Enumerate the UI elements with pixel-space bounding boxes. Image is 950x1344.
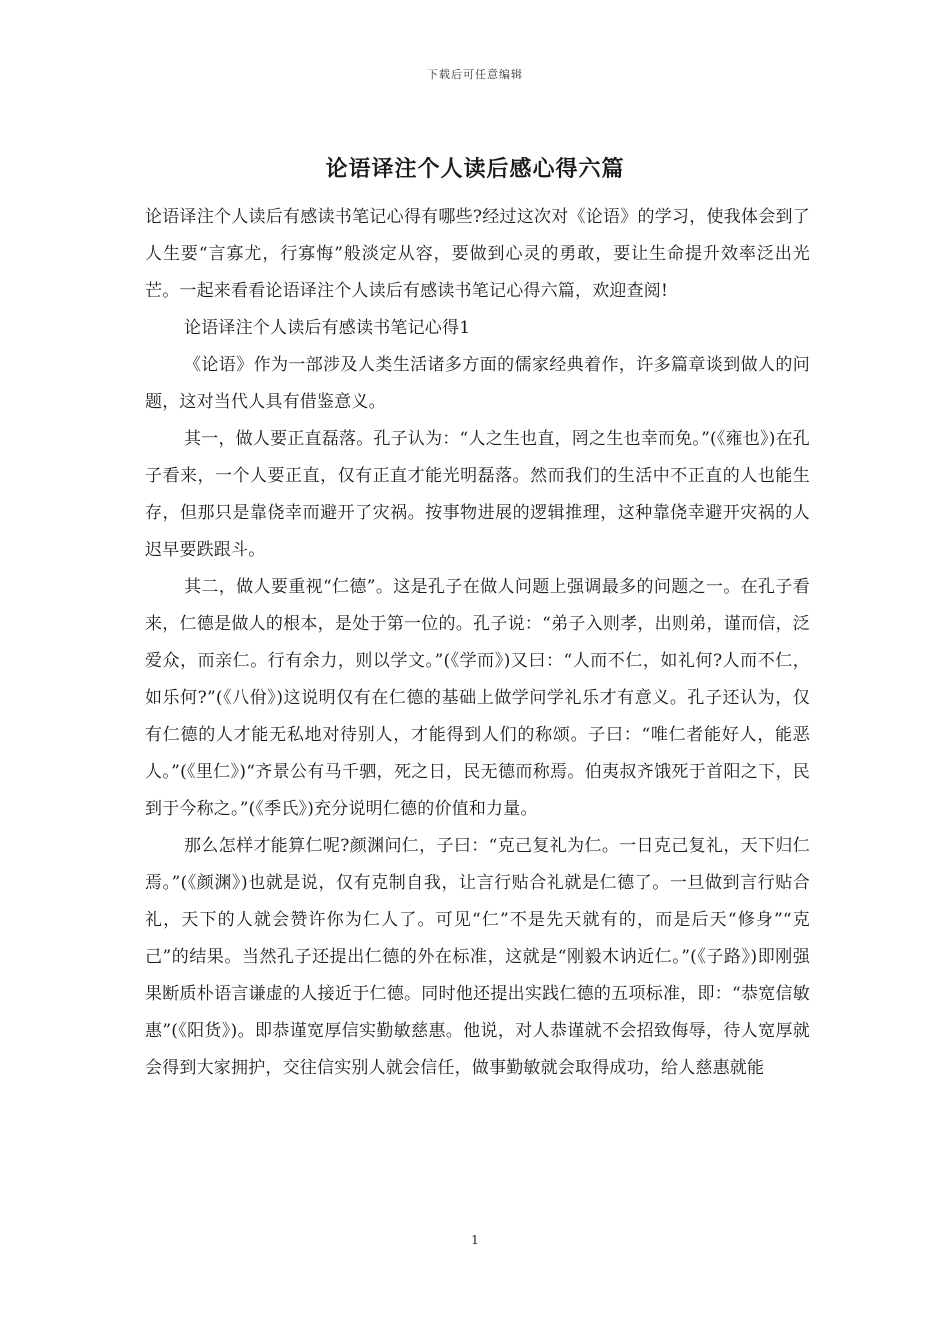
body-paragraph: 《论语》作为一部涉及人类生活诸多方面的儒家经典着作，许多篇章谈到做人的问题，这对当代人具有借鉴意义。 xyxy=(145,355,810,412)
document-title: 论语译注个人读后感心得六篇 xyxy=(325,156,625,182)
page-header-note: 下载后可任意编辑 xyxy=(427,68,523,81)
body-paragraph: 那么怎样才能算仁呢?颜渊问仁，子曰：“克己复礼为仁。一日克己复礼，天下归仁焉。”(《颜渊》)也就是说，仅有克制自我，让言行贴合礼就是仁德了。一旦做到言行贴合礼，天下的人就会赞许你为仁人了。可见“仁”不是先天就有的，而是后天“修身”“克己”的结果。当然孔子还提出仁德的外在标准，这就是“刚毅木讷近仁。”(《子路》)即刚强果断质朴语言谦虚的人接近于仁德。同时他还提出实践仁德的五项标准，即：“恭宽信敏惠”(《阳货》)。即恭谨宽厚信实勤敏慈惠。他说，对人恭谨就不会招致侮辱，待人宽厚就会得到大家拥护，交往信实别人就会信任，做事勤敏就会取得成功，给人慈惠就能 xyxy=(145,836,810,1078)
body-paragraph: 其二，做人要重视“仁德”。这是孔子在做人问题上强调最多的问题之一。在孔子看来，仁德是做人的根本，是处于第一位的。孔子说：“弟子入则孝，出则弟，谨而信，泛爱众，而亲仁。行有余力，则以学文。”(《学而》)又曰：“人而不仁，如礼何?人而不仁，如乐何?”(《八佾》)这说明仅有在仁德的基础上做学问学礼乐才有意义。孔子还认为，仅有仁德的人才能无私地对待别人，才能得到人们的称颂。子曰：“唯仁者能好人，能恶人。”(《里仁》)“齐景公有马千驷，死之日，民无德而称焉。伯夷叔齐饿死于首阳之下，民到于今称之。”(《季氏》)充分说明仁德的价值和力量。 xyxy=(145,577,810,819)
intro-paragraph: 论语译注个人读后有感读书笔记心得有哪些?经过这次对《论语》的学习，使我体会到了人生要“言寡尤，行寡悔”般淡定从容，要做到心灵的勇敢，要让生命提升效率泛出光芒。一起来看看论语译注个人读后有感读书笔记心得六篇，欢迎查阅! xyxy=(145,207,810,301)
section-heading: 论语译注个人读后有感读书笔记心得1 xyxy=(184,318,471,338)
body-paragraph: 其一，做人要正直磊落。孔子认为：“人之生也直，罔之生也幸而免。”(《雍也》)在孔子看来，一个人要正直，仅有正直才能光明磊落。然而我们的生活中不正直的人也能生存，但那只是靠侥幸而避开了灾祸。按事物进展的逻辑推理，这种靠侥幸避开灾祸的人迟早要跌跟斗。 xyxy=(145,429,810,560)
document-body xyxy=(145,199,810,1087)
page-number: 1 xyxy=(471,1233,479,1247)
